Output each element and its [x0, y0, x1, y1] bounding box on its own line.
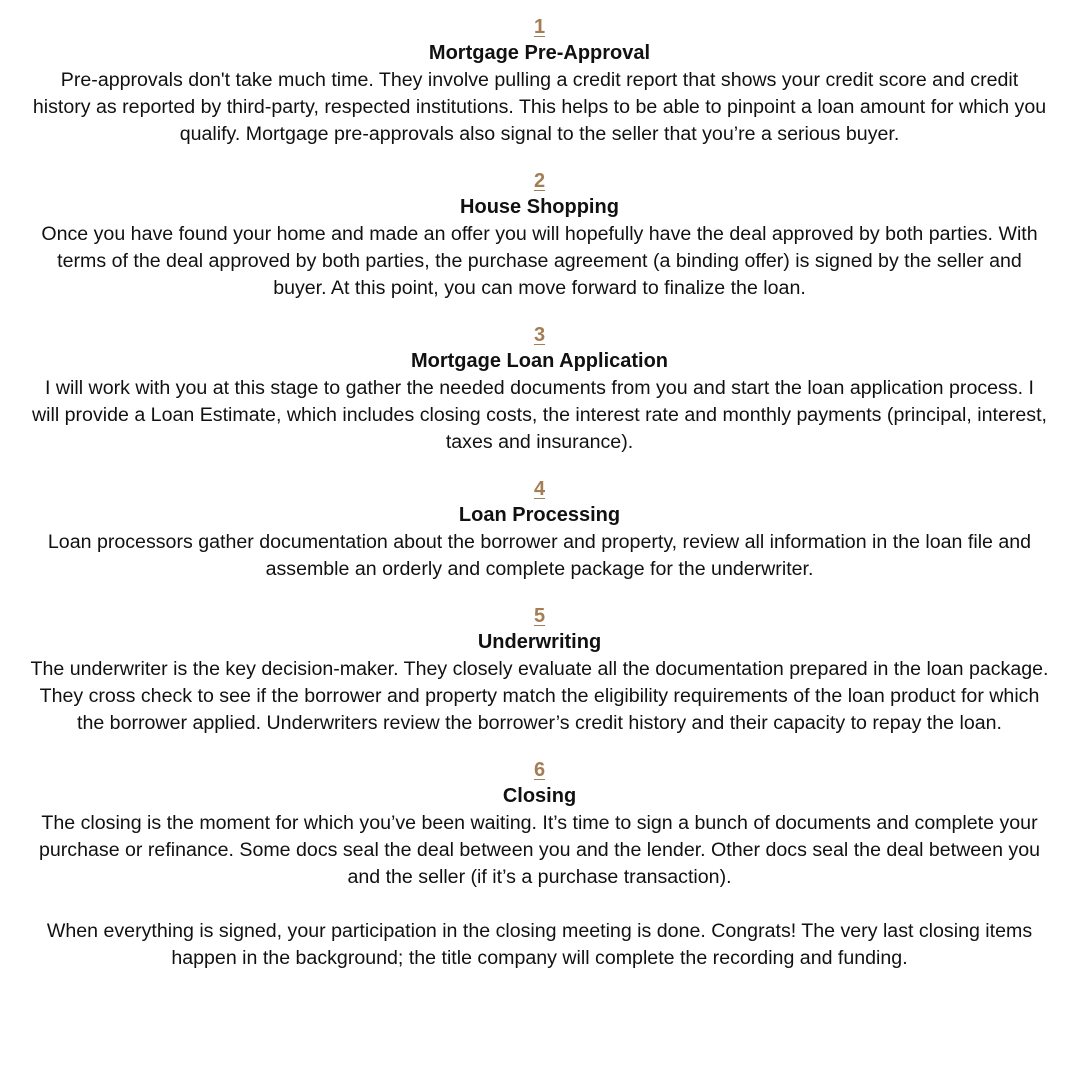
step-title: House Shopping: [460, 196, 619, 218]
step-description: Pre-approvals don't take much time. They involve pulling a credit report that shows your credit score and credit history as reported by third-party, respected institutions. This helps to be able to pinpoint a loan amount for which you qualify. Mortgage pre-approvals also signal to the seller that you’re a serious buyer.: [32, 69, 1047, 145]
step-description: Once you have found your home and made an offer you will hopefully have the deal approved by both parties. With terms of the deal approved by both parties, the purchase agreement (a binding offer) is signed by the seller and buyer. At this point, you can move forward to finalize the loan.: [41, 223, 1038, 299]
step-description: The underwriter is the key decision-maker. They closely evaluate all the documentation prepared in the loan package. They cross check to see if the borrower and property match the eligibility requirements of the loan product for which the borrower applied. Underwriters review the borrower’s credit history and their capacity to repay the loan.: [30, 658, 1049, 734]
step-5: [30, 603, 1049, 737]
step-2: [30, 168, 1049, 302]
step-number-link[interactable]: 3: [533, 324, 546, 346]
step-title: Mortgage Pre-Approval: [428, 42, 651, 64]
step-number-link[interactable]: 1: [533, 16, 546, 38]
step-number-link[interactable]: 6: [533, 759, 546, 781]
step-title: Mortgage Loan Application: [410, 350, 669, 372]
step-number-link[interactable]: 2: [533, 170, 546, 192]
step-4: [30, 476, 1049, 583]
step-description: I will work with you at this stage to gather the needed documents from you and start the loan application process. I will provide a Loan Estimate, which includes closing costs, the interest rate and monthly payments (principal, interest, taxes and insurance).: [31, 377, 1047, 453]
step-description: The closing is the moment for which you’ve been waiting. It’s time to sign a bunch of documents and complete your purchase or refinance. Some docs seal the deal between you and the lender. Other docs seal the deal between you and the seller (if it’s a purchase transaction).: [38, 812, 1041, 888]
closing-final-note: When everything is signed, your participation in the closing meeting is done. Congrats! The very last closing items happen in the background; the title company will complete the recording and funding.: [46, 920, 1033, 969]
step-3: [30, 322, 1049, 456]
step-number-link[interactable]: 4: [533, 478, 546, 500]
step-title: Closing: [502, 785, 577, 807]
step-6: [30, 757, 1049, 972]
step-1: [30, 14, 1049, 148]
step-title: Loan Processing: [458, 504, 621, 526]
step-number-link[interactable]: 5: [533, 605, 546, 627]
step-title: Underwriting: [477, 631, 602, 653]
step-description: Loan processors gather documentation about the borrower and property, review all information in the loan file and assemble an orderly and complete package for the underwriter.: [47, 531, 1032, 580]
